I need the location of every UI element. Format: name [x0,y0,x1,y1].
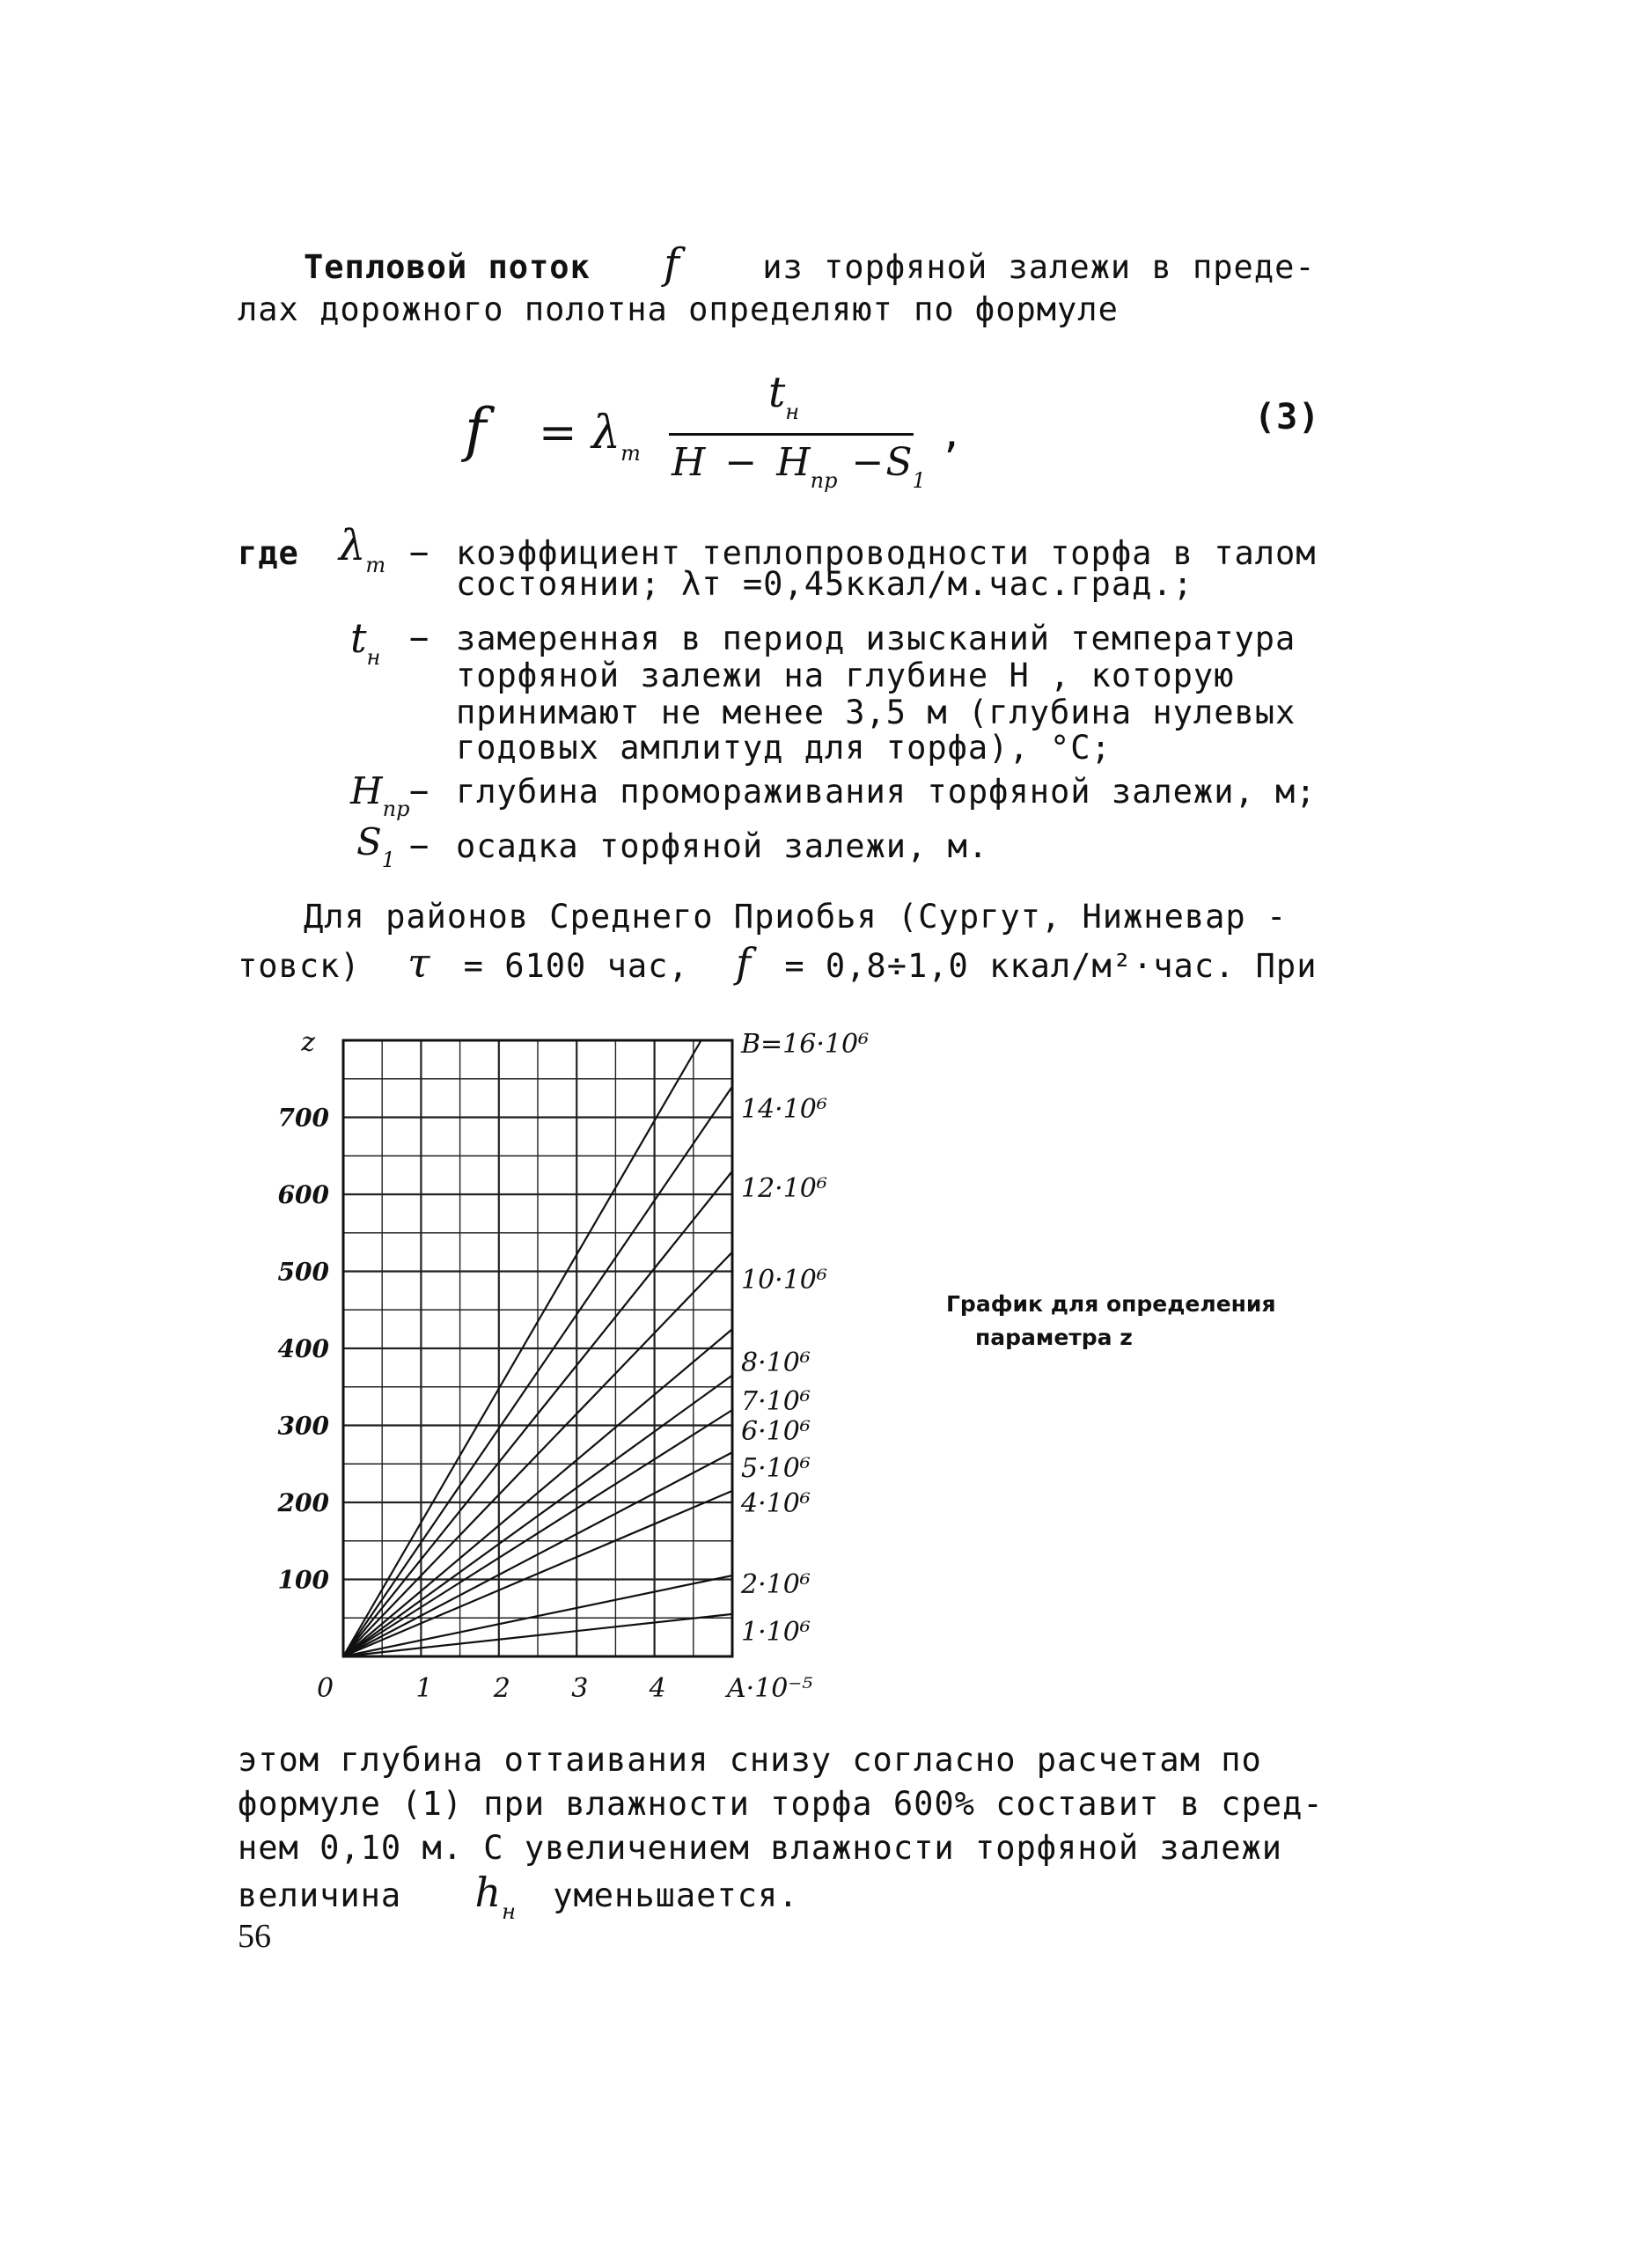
y-tick-label: 500 [277,1257,329,1287]
y-tick-label: 600 [277,1180,329,1209]
x-tick-label: 3 [571,1673,589,1704]
series-label: B=16·10⁶ [741,1029,870,1060]
x-tick-label: A·10⁻⁵ [727,1673,813,1704]
def-symbol-lambda [339,521,386,577]
text: H [350,769,383,812]
def-symbol-hpr [350,769,410,821]
series-label: 5·10⁶ [741,1453,811,1484]
paragraph3-line4 [238,1869,799,1924]
series-label: 1·10⁶ [741,1617,811,1648]
graph-caption-line1: График для определения [946,1291,1276,1317]
x-tick-label: 0 [317,1673,334,1704]
def-dash: − [409,773,430,811]
text: S [885,440,913,485]
def-line: коэффициент теплопроводности торфа в талом [456,534,1317,572]
text: λ [339,521,366,570]
text: = λ [539,407,621,459]
def-dash: − [409,534,430,572]
formula-numerator [768,368,800,424]
text: н [366,645,381,670]
text: величина [238,1876,402,1914]
text: пр [810,468,838,493]
series-label: 6·10⁶ [741,1416,811,1447]
text: т [365,553,386,577]
def-line: глубина промораживания торфяной залежи, м; [456,773,1317,811]
text: = 0,8÷1,0 ккал/м²·час. При [784,947,1318,985]
def-line: годовых амплитуд для торфа), °С; [456,729,1112,767]
where-label: где [238,534,299,572]
y-tick-label: 300 [277,1411,329,1441]
graph-caption-line2: параметра z [975,1325,1133,1350]
def-line: осадка торфяной залежи, м. [456,827,989,865]
formula-lhs: f [465,396,487,464]
paragraph3-line1: этом глубина оттаивания снизу согласно расчетам по [238,1741,1262,1779]
chart [264,1021,933,1707]
def-line: торфяной залежи на глубине H , которую [456,657,1235,694]
text: h [474,1869,503,1916]
text: − [724,440,758,485]
paragraph2-line1: Для районов Среднего Приобья (Сургут, Нижневар - [304,898,1288,936]
y-tick-label: 200 [277,1488,329,1517]
text: 1 [912,468,926,493]
paragraph1-line2: лах дорожного полотна определяют по формуле [238,290,1119,328]
y-tick-label: 400 [277,1334,329,1363]
series-label: 10·10⁶ [741,1265,827,1296]
flux-symbol: f [736,939,753,987]
paragraph3-line2: формуле (1) при влажности торфа 600% составит в сред- [238,1785,1324,1823]
equation-number: (3) [1254,397,1321,437]
text: н [785,400,800,424]
h-symbol [474,1869,517,1924]
x-tick-label: 4 [649,1673,666,1704]
series-label: 14·10⁶ [741,1094,827,1125]
text: H [776,440,811,485]
def-symbol-s [356,820,396,872]
series-label: 2·10⁶ [741,1569,811,1600]
series-label: 12·10⁶ [741,1173,827,1204]
text: товск) [238,947,361,985]
page-number: 56 [238,1918,271,1955]
series-label: 7·10⁶ [741,1386,811,1417]
text: t [768,368,786,417]
text: из торфяной залежи в преде- [762,248,1316,286]
text: пр [382,797,410,821]
def-dash: − [409,827,430,865]
formula-eq [539,407,641,466]
x-tick-label: 2 [493,1673,510,1704]
y-tick-label: 700 [277,1103,329,1133]
text: т [620,441,641,466]
text: H [672,440,706,485]
text: уменьшается. [553,1876,799,1914]
series-label: 4·10⁶ [741,1488,811,1519]
text: 1 [381,848,396,872]
y-tick-label: 100 [277,1565,329,1595]
y-axis-label: z [301,1027,315,1058]
text: = 6100 час, [463,947,689,985]
text: t [350,614,367,662]
def-dash: − [409,620,430,657]
series-label: 8·10⁶ [741,1347,811,1378]
text: н [502,1899,517,1924]
text: S [356,820,382,863]
def-symbol-t [350,614,381,670]
paragraph1-line1 [304,239,1316,289]
x-tick-label: 1 [415,1673,433,1704]
text: Тепловой поток [304,248,591,286]
formula-denominator [672,440,926,493]
paragraph2-line2 [238,939,1318,988]
paragraph3-line3: нем 0,10 м. С увеличением влажности торфяной залежи [238,1829,1283,1867]
def-line: принимают не менее 3,5 м (глубина нулевых [456,694,1296,731]
tau-symbol: τ [407,939,431,987]
def-line: состоянии; λт =0,45ккал/м.час.град.; [456,565,1193,603]
text: − [851,440,885,485]
def-line: замеренная в период изысканий температура [456,620,1296,657]
formula-comma: , [940,412,965,457]
flux-symbol: f [664,239,680,289]
fraction-bar [669,433,914,436]
